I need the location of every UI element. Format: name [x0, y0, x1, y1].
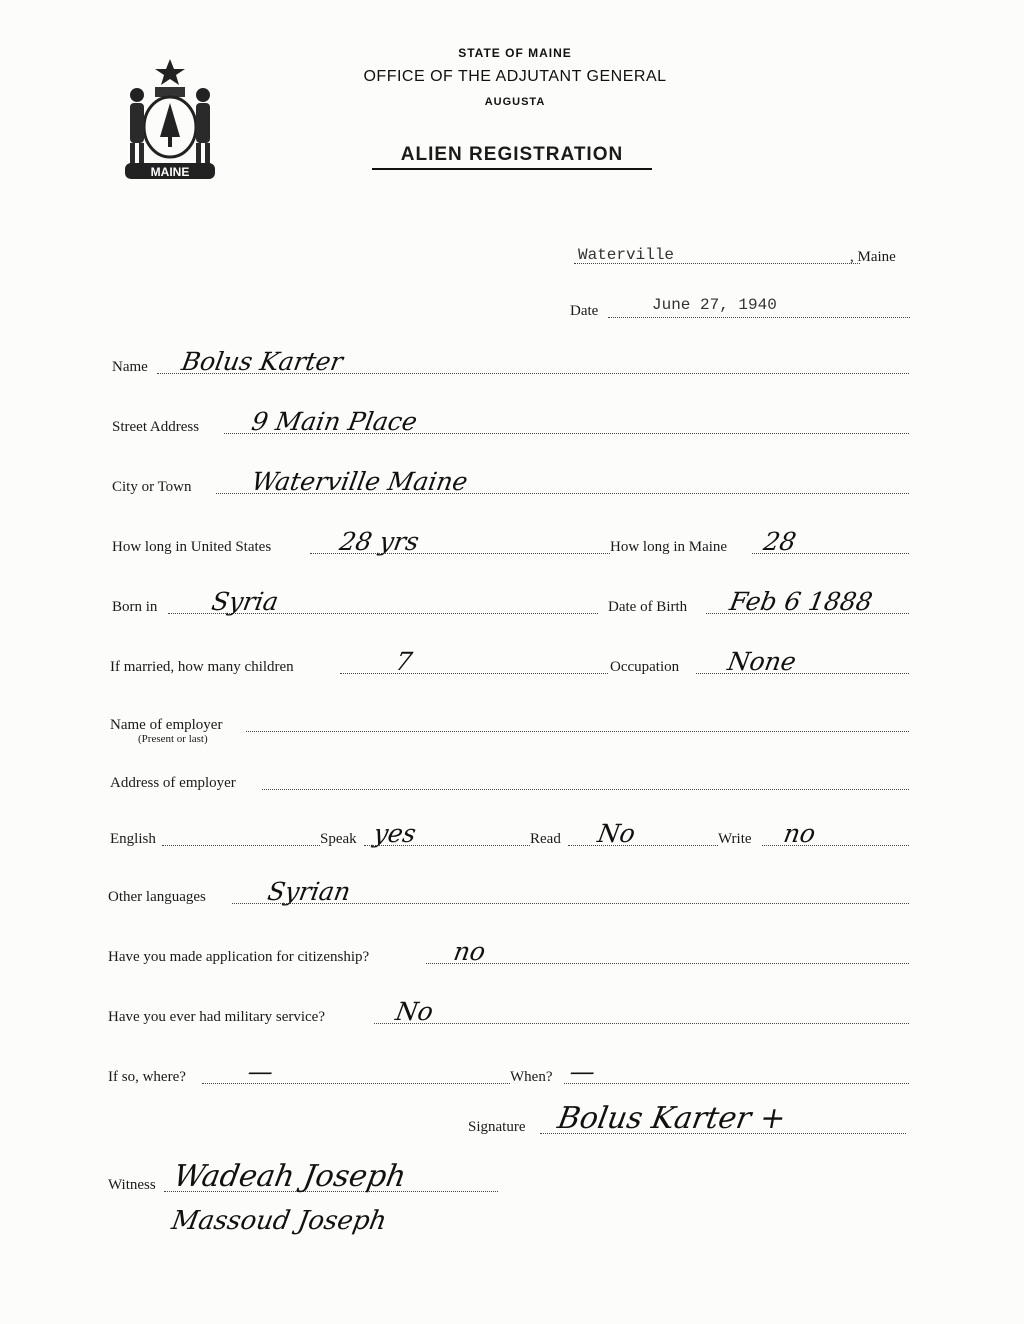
date-row	[570, 298, 915, 322]
location-value: Waterville	[578, 246, 675, 264]
other-languages-row	[108, 877, 912, 908]
when-line	[564, 1083, 909, 1084]
write-value: no	[781, 819, 818, 848]
english-line	[162, 845, 320, 846]
employer-name-label: Name of employer	[110, 717, 223, 733]
state-heading: STATE OF MAINE	[458, 46, 572, 60]
employer-address-label: Address of employer	[110, 775, 236, 791]
military-label: Have you ever had military service?	[108, 1009, 325, 1025]
service-location-row	[108, 1057, 912, 1088]
when-value: —	[567, 1057, 598, 1086]
read-line	[568, 845, 718, 846]
citizenship-label: Have you made application for citizenship?	[108, 949, 370, 965]
military-value: No	[393, 997, 436, 1026]
witness-value: Wadeah Joseph	[170, 1159, 409, 1194]
signature-label: Signature	[468, 1119, 526, 1135]
employer-name-line	[246, 731, 909, 732]
date-label: Date	[570, 303, 599, 319]
military-line	[374, 1023, 909, 1024]
date-line	[608, 317, 910, 318]
other-languages-label: Other languages	[108, 889, 206, 905]
how-long-maine-value: 28	[761, 527, 799, 556]
witness-label: Witness	[108, 1177, 156, 1193]
born-in-value: Syria	[209, 587, 281, 616]
occupation-value: None	[725, 647, 799, 676]
name-row	[112, 347, 912, 378]
witness-row	[108, 1159, 508, 1196]
street-address-value: 9 Main Place	[249, 407, 420, 436]
street-address-row	[112, 407, 912, 438]
city-value: Waterville Maine	[249, 467, 471, 496]
children-occupation-row	[110, 647, 912, 678]
military-row	[108, 997, 912, 1028]
name-value: Bolus Karter	[179, 347, 346, 376]
other-languages-value: Syrian	[265, 877, 353, 906]
page-title: ALIEN REGISTRATION	[372, 144, 652, 170]
how-long-us-label: How long in United States	[112, 539, 272, 555]
employer-name-sublabel: (Present or last)	[138, 733, 208, 745]
signature-value: Bolus Karter +	[554, 1101, 789, 1136]
born-in-label: Born in	[112, 599, 158, 615]
citizenship-value: no	[451, 937, 488, 966]
where-value: —	[245, 1057, 276, 1086]
children-value: 7	[393, 647, 415, 676]
how-long-maine-label: How long in Maine	[610, 539, 728, 555]
english-label: English	[110, 831, 156, 847]
speak-value: yes	[371, 819, 419, 848]
name-label: Name	[112, 359, 148, 375]
citizenship-line	[426, 963, 909, 964]
residence-duration-row	[112, 527, 912, 558]
street-address-label: Street Address	[112, 419, 200, 435]
signature-row	[468, 1101, 912, 1138]
how-long-us-value: 28 yrs	[337, 527, 422, 556]
employer-name-row	[110, 712, 912, 736]
children-line	[340, 673, 608, 674]
date-of-birth-value: Feb 6 1888	[727, 587, 875, 616]
city-row	[112, 467, 912, 498]
svg-text:MAINE: MAINE	[150, 165, 190, 179]
location-row	[560, 244, 920, 268]
employer-address-row	[110, 770, 912, 794]
date-of-birth-label: Date of Birth	[608, 599, 688, 615]
where-label: If so, where?	[108, 1069, 186, 1085]
speak-label: Speak	[320, 831, 357, 847]
citizenship-row	[108, 937, 912, 968]
date-value: June 27, 1940	[652, 296, 777, 314]
children-label: If married, how many children	[110, 659, 294, 675]
write-label: Write	[718, 831, 752, 847]
employer-address-line	[262, 789, 909, 790]
read-label: Read	[530, 831, 561, 847]
english-row	[110, 819, 912, 850]
maine-state-seal-icon	[115, 55, 225, 185]
when-label: When?	[510, 1069, 553, 1085]
occupation-label: Occupation	[610, 659, 680, 675]
office-heading: OFFICE OF THE ADJUTANT GENERAL	[363, 68, 667, 85]
city-heading: AUGUSTA	[484, 96, 546, 108]
location-suffix: , Maine	[850, 249, 896, 265]
city-label: City or Town	[112, 479, 192, 495]
birth-row	[112, 587, 912, 618]
witness-second-value: Massoud Joseph	[169, 1206, 389, 1236]
read-value: No	[595, 819, 638, 848]
